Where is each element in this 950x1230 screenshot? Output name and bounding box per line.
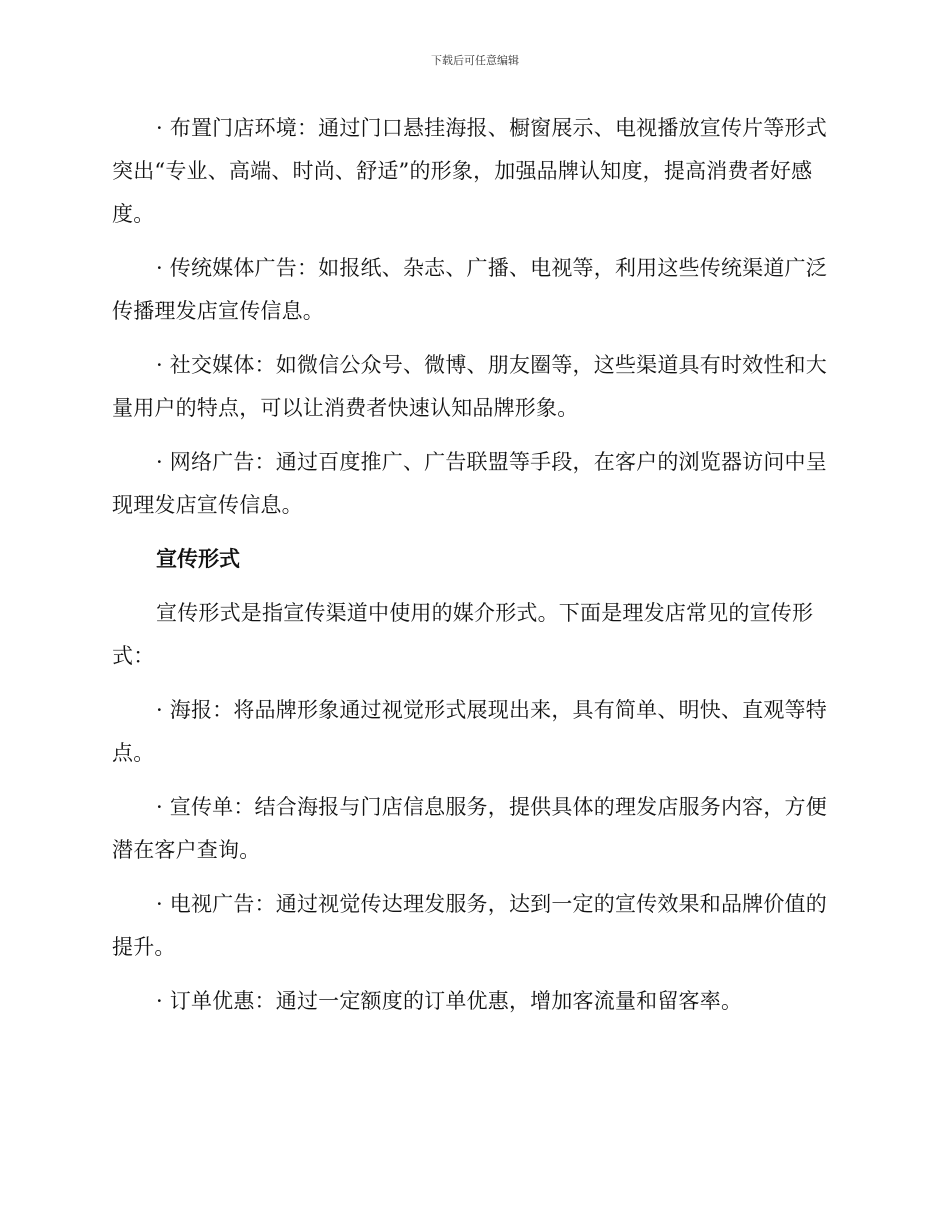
paragraph-poster: · 海报：将品牌形象通过视觉形式展现出来，具有简单、明快、直观等特点。 — [112, 698, 827, 765]
paragraph-order-discount: · 订单优惠：通过一定额度的订单优惠，增加客流量和留客率。 — [156, 989, 743, 1013]
paragraph-online-ads: · 网络广告：通过百度推广、广告联盟等手段，在客户的浏览器访问中呈现理发店宣传信息。 — [112, 450, 827, 517]
paragraph-traditional-media: · 传统媒体广告：如报纸、杂志、广播、电视等，利用这些传统渠道广泛传播理发店宣传信息。 — [112, 256, 827, 323]
document-body — [112, 107, 830, 1034]
paragraph-store-environment: · 布置门店环境：通过门口悬挂海报、橱窗展示、电视播放宣传片等形式突出“专业、高端、时尚、舒适”的形象，加强品牌认知度，提高消费者好感度。 — [112, 116, 827, 226]
paragraph-tv-ad: · 电视广告：通过视觉传达理发服务，达到一定的宣传效果和品牌价值的提升。 — [112, 892, 827, 959]
page-header: 下载后可任意编辑 — [431, 54, 519, 67]
paragraph-flyer: · 宣传单：结合海报与门店信息服务，提供具体的理发店服务内容，方便潜在客户查询。 — [112, 795, 827, 862]
paragraph-social-media: · 社交媒体：如微信公众号、微博、朋友圈等，这些渠道具有时效性和大量用户的特点，可以让消费者快速认知品牌形象。 — [112, 353, 827, 420]
section-heading: 宣传形式 — [156, 547, 240, 571]
paragraph-forms-intro: 宣传形式是指宣传渠道中使用的媒介形式。下面是理发店常见的宣传形式： — [112, 601, 814, 668]
